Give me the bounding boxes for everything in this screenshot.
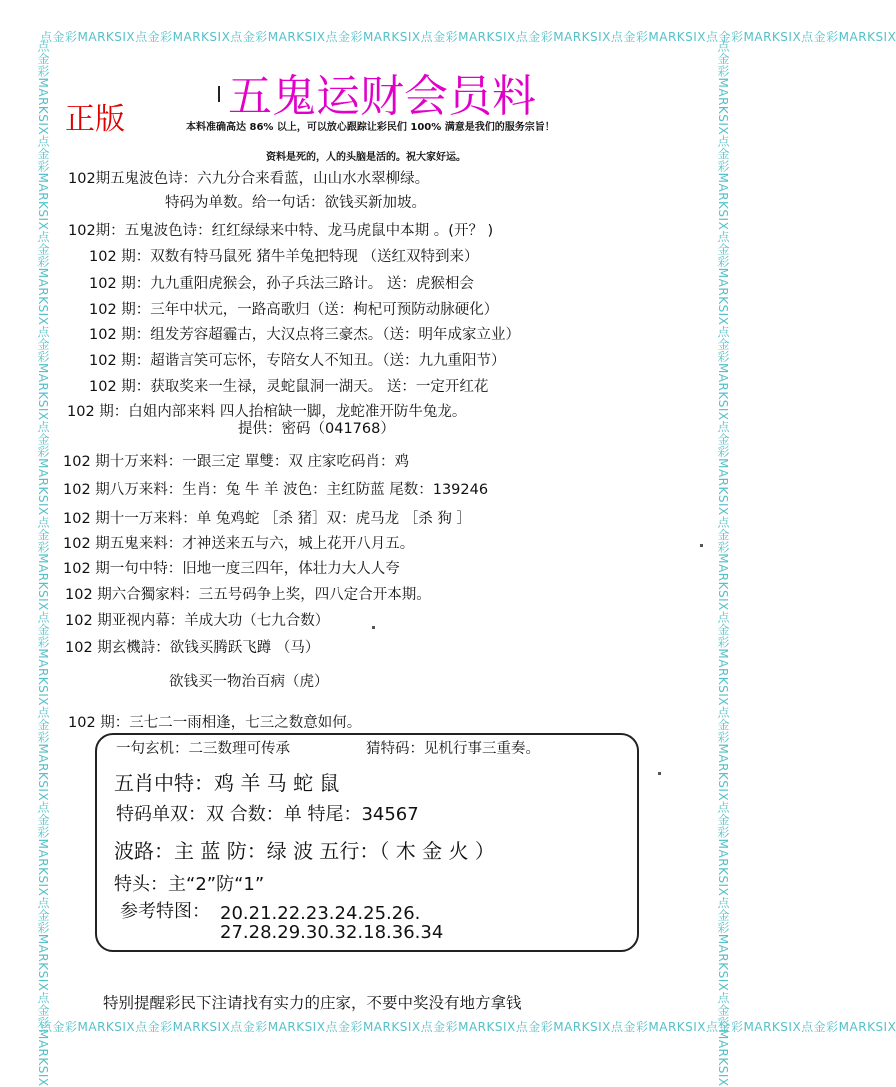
- line-10: 102 期：白姐内部来料 四人抬棺缺一脚，龙蛇准开防牛兔龙。: [67, 404, 467, 420]
- line-1: 102期五鬼波色诗：六九分合来看蓝，山山水水翠柳绿。: [68, 171, 430, 187]
- watermark-top: 点金彩MARKSIX点金彩MARKSIX点金彩MARKSIX点金彩MARKSIX点金彩MARKSIX点金彩MARKSIX点金彩MARKSIX点金彩MARKSIX点金彩MARKSIX: [40, 30, 896, 44]
- line-6: 102 期：三年中状元，一路高歌归（送：枸杞可预防动脉硬化）: [89, 302, 499, 318]
- box-ref-label: 参考特图：: [120, 901, 210, 922]
- box-ref-row-1: 20.21.22.23.24.25.26.: [220, 903, 421, 924]
- scan-dot: [372, 626, 375, 629]
- box-zodiac: 五肖中特：鸡 羊 马 蛇 鼠: [114, 771, 340, 795]
- box-guess: 猜特码：见机行事三重奏。: [366, 741, 540, 757]
- line-9: 102 期：获取奖来一生禄，灵蛇鼠洞一湖天。 送：一定开红花: [89, 379, 489, 395]
- line-14: 102 期十一万来料：单 兔鸡蛇 ［杀 猪］双：虎马龙 ［杀 狗 ］: [63, 511, 471, 527]
- footer-note: 特别提醒彩民下注请找有实力的庄家，不要中奖没有地方拿钱: [103, 994, 522, 1012]
- watermark-left: 点金彩MARKSIX点金彩MARKSIX点金彩MARKSIX点金彩MARKSIX点金彩MARKSIX点金彩MARKSIX点金彩MARKSIX点金彩MARKSIX点金彩MARKSIX点金彩MARKSIX点金彩MARKSIX: [36, 40, 50, 1087]
- box-ref-row-2: 27.28.29.30.32.18.36.34: [220, 922, 444, 943]
- box-odd-even: 特码单双：双 合数：单 特尾：34567: [116, 804, 419, 825]
- line-17: 102 期六合獨家料：三五号码争上奖，四八定合开本期。: [65, 587, 431, 603]
- line-12: 102 期十万来料：一跟三定 單雙：双 庄家吃码肖：鸡: [63, 454, 410, 470]
- line-5: 102 期：九九重阳虎猴会，孙子兵法三路计。 送：虎猴相会: [89, 276, 474, 292]
- scan-dot: [658, 772, 661, 775]
- line-18: 102 期亚视内幕：羊成大功（七九合数）: [65, 613, 330, 629]
- line-13: 102 期八万来料：生肖：兔 牛 羊 波色：主红防蓝 尾数：139246: [63, 482, 489, 498]
- line-4: 102 期：双数有特马鼠死 猪牛羊兔把特现 （送红双特到来）: [89, 249, 479, 265]
- edition-label: 正版: [65, 102, 125, 137]
- line-15: 102 期五鬼来料：才神送来五与六，城上花开八月五。: [63, 536, 415, 552]
- line-21: 102 期：三七二一雨相逢，七三之数意如何。: [68, 715, 362, 731]
- line-8: 102 期：超谐言笑可忘怀，专陪女人不知丑。（送：九九重阳节）: [89, 353, 506, 369]
- tagline: 本料准确高达 86% 以上，可以放心跟踪让彩民们 100% 满意是我们的服务宗旨！: [186, 122, 555, 133]
- watermark-right: 点金彩MARKSIX点金彩MARKSIX点金彩MARKSIX点金彩MARKSIX点金彩MARKSIX点金彩MARKSIX点金彩MARKSIX点金彩MARKSIX点金彩MARKSIX点金彩MARKSIX点金彩MARKSIX: [716, 40, 730, 1087]
- line-19: 102 期玄機詩：欲钱买腾跃飞蹲 （马）: [65, 640, 320, 656]
- line-2: 特码为单数。给一句话：欲钱买新加坡。: [165, 195, 426, 211]
- box-riddle: 一句玄机：二三数理可传承: [116, 741, 290, 757]
- line-16: 102 期一句中特：旧地一度三四年，体壮力大人人夸: [63, 561, 400, 577]
- line-20: 欲钱买一物治百病（虎）: [169, 674, 329, 690]
- title-marker: [218, 86, 220, 102]
- box-wave: 波路：主 蓝 防：绿 波 五行：（ 木 金 火 ）: [114, 839, 495, 863]
- watermark-bottom: 点金彩MARKSIX点金彩MARKSIX点金彩MARKSIX点金彩MARKSIX点金彩MARKSIX点金彩MARKSIX点金彩MARKSIX点金彩MARKSIX点金彩MARKSIX: [40, 1020, 896, 1034]
- line-7: 102 期：组发芳容超霾古，大汉点将三豪杰。（送：明年成家立业）: [89, 327, 521, 343]
- line-3: 102期：五鬼波色诗：红红绿绿来中特、龙马虎鼠中本期 。(开？ ): [68, 223, 494, 239]
- scan-dot: [700, 544, 703, 547]
- box-head: 特头：主“2”防“1”: [114, 874, 265, 895]
- sub-tagline: 资料是死的，人的头脑是活的。祝大家好运。: [266, 152, 466, 163]
- page-title: 五鬼运财会员料: [228, 71, 536, 122]
- line-11: 提供：密码（041768）: [238, 421, 395, 437]
